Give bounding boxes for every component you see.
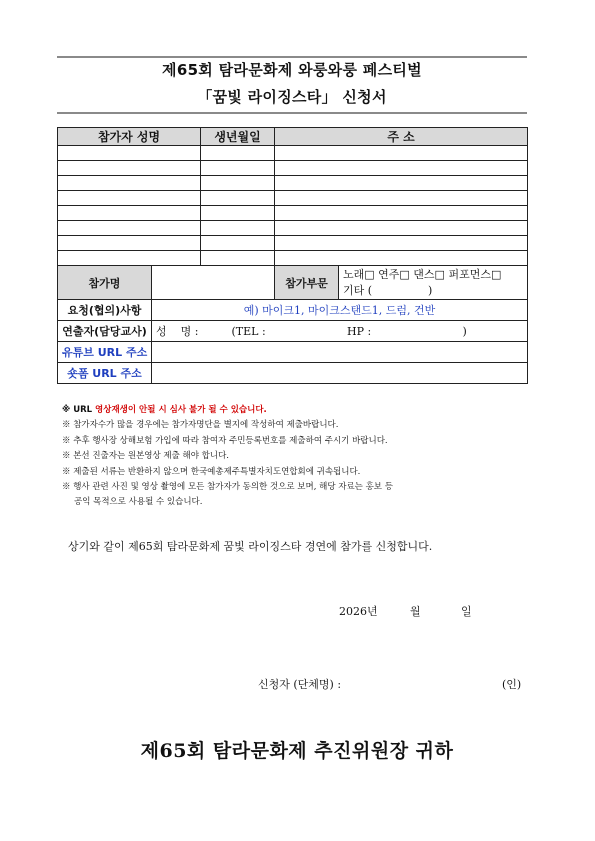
youtube-row	[58, 342, 528, 363]
date-day[interactable]: 일	[461, 605, 472, 618]
participant-address-cell[interactable]	[275, 236, 528, 251]
participant-name-cell[interactable]	[58, 191, 201, 206]
director-tel-field[interactable]: (TEL :	[231, 325, 266, 338]
director-row	[58, 321, 528, 342]
participant-name-cell[interactable]	[58, 161, 201, 176]
participant-name-cell[interactable]	[58, 236, 201, 251]
participant-birth-cell[interactable]	[201, 236, 275, 251]
youtube-url-cell[interactable]	[152, 342, 528, 363]
note-url-warning: 영상재생이 안될 시 심사 불가 될 수 있습니다.	[95, 405, 267, 415]
category-options[interactable]: 노래□ 연주□ 댄스□ 퍼포먼스□	[343, 267, 502, 281]
date-month[interactable]: 월	[410, 605, 421, 618]
header-birthdate: 생년월일	[201, 128, 275, 146]
team-name-cell[interactable]	[152, 266, 275, 300]
addressee: 제65회 탐라문화제 추진위원장 귀하	[140, 740, 454, 762]
participant-name-cell[interactable]	[58, 251, 201, 266]
participant-header-row	[58, 128, 528, 146]
participant-row	[58, 161, 528, 176]
participant-name-cell[interactable]	[58, 206, 201, 221]
shorts-row	[58, 363, 528, 384]
participant-name-cell[interactable]	[58, 221, 201, 236]
applicant-label: 신청자 (단체명) :	[258, 678, 342, 691]
shorts-url-cell[interactable]	[152, 363, 528, 384]
director-label: 연출자(담당교사)	[58, 321, 152, 342]
category-cell[interactable]	[339, 266, 528, 300]
shorts-url-label: 숏폼 URL 주소	[58, 363, 152, 384]
director-name-field[interactable]: 성 명 :	[156, 325, 199, 338]
header-participant-name: 참가자 성명	[58, 128, 201, 146]
participant-birth-cell[interactable]	[201, 161, 275, 176]
participant-address-cell[interactable]	[275, 251, 528, 266]
participant-row	[58, 206, 528, 221]
director-cell[interactable]	[152, 321, 528, 342]
participant-row	[58, 236, 528, 251]
team-name-label: 참가명	[58, 266, 152, 300]
youtube-url-label: 유튜브 URL 주소	[58, 342, 152, 363]
title-bottom-rule	[57, 112, 527, 114]
request-row	[58, 300, 528, 321]
participant-row	[58, 221, 528, 236]
category-label: 참가부문	[275, 266, 339, 300]
participant-birth-cell[interactable]	[201, 146, 275, 161]
application-table	[57, 127, 528, 384]
note-insurance: ※ 추후 행사장 상해보험 가입에 따라 참여자 주민등록번호를 제출하여 주시기 바랍니다.	[62, 435, 388, 446]
notes-block	[62, 403, 532, 511]
director-close-paren: )	[462, 325, 467, 338]
participant-row	[58, 176, 528, 191]
request-label: 요청(협의)사항	[58, 300, 152, 321]
team-category-row	[58, 266, 528, 300]
application-statement: 상기와 같이 제65회 탐라문화제 꿈빛 라이징스타 경연에 참가를 신청합니다.	[68, 540, 433, 553]
form-title-line2: 「꿈빛 라이징스타」 신청서	[197, 88, 387, 106]
participant-birth-cell[interactable]	[201, 191, 275, 206]
participant-row	[58, 251, 528, 266]
form-title-line1: 제65회 탐라문화제 와룽와룽 페스티벌	[162, 61, 422, 79]
participant-name-cell[interactable]	[58, 176, 201, 191]
applicant-seal: (인)	[502, 678, 522, 691]
date-year: 2026년	[339, 605, 378, 618]
director-hp-field[interactable]: HP :	[347, 325, 372, 338]
participant-address-cell[interactable]	[275, 191, 528, 206]
note-participant-list: ※ 참가자수가 많을 경우에는 참가자명단을 별지에 작성하여 제출바랍니다.	[62, 420, 339, 431]
title-top-rule	[57, 56, 527, 58]
note-original-video: ※ 본선 진출자는 원본영상 제출 해야 합니다.	[62, 451, 230, 462]
participant-address-cell[interactable]	[275, 161, 528, 176]
header-address: 주 소	[275, 128, 528, 146]
note-photo-consent-cont: 공익 목적으로 사용될 수 있습니다.	[74, 497, 203, 508]
participant-birth-cell[interactable]	[201, 176, 275, 191]
participant-name-cell[interactable]	[58, 146, 201, 161]
participant-birth-cell[interactable]	[201, 206, 275, 221]
request-cell[interactable]: 예) 마이크1, 마이크스탠드1, 드럼, 건반	[152, 300, 528, 321]
participant-birth-cell[interactable]	[201, 221, 275, 236]
note-photo-consent: ※ 행사 관련 사진 및 영상 촬영에 모든 참가자가 동의한 것으로 보며, 해당 자료는 홍보 등	[62, 482, 393, 493]
note-url	[62, 403, 532, 418]
participant-birth-cell[interactable]	[201, 251, 275, 266]
category-other[interactable]: 기타 ( )	[343, 283, 433, 297]
participant-address-cell[interactable]	[275, 206, 528, 221]
participant-address-cell[interactable]	[275, 176, 528, 191]
participant-row	[58, 146, 528, 161]
participant-row	[58, 191, 528, 206]
participant-address-cell[interactable]	[275, 146, 528, 161]
note-url-prefix: ※ URL	[62, 405, 96, 415]
participant-address-cell[interactable]	[275, 221, 528, 236]
note-documents: ※ 제출된 서류는 반환하지 않으며 한국예총제주특별자치도연합회에 귀속됩니다.	[62, 466, 361, 477]
